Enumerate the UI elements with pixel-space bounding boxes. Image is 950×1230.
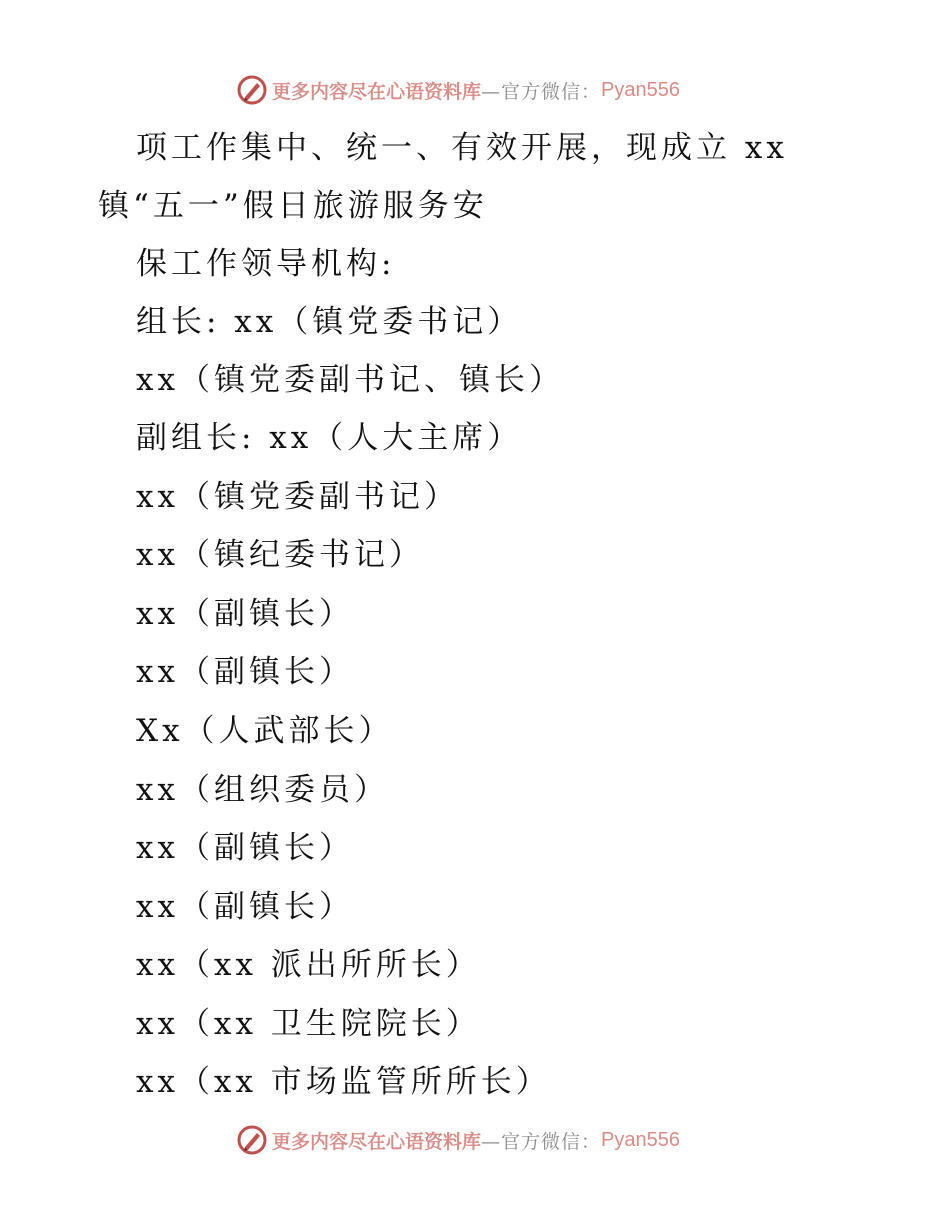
- body-line: 组长: xx（镇党委书记）: [136, 304, 523, 340]
- body-line: xx（副镇长）: [136, 889, 354, 925]
- body-line: xx（副镇长）: [136, 654, 354, 690]
- body-line: xx（xx 卫生院院长）: [136, 1006, 481, 1042]
- body-line: xx（副镇长）: [136, 830, 354, 866]
- body-line: xx（xx 派出所所长）: [136, 947, 481, 983]
- body-line: xx（xx 市场监管所所长）: [136, 1064, 551, 1100]
- body-line: xx（副镇长）: [136, 596, 354, 632]
- watermark-brand: 更多内容尽在心语资料库: [272, 1130, 482, 1153]
- body-line: 副组长: xx（人大主席）: [136, 420, 523, 456]
- pen-seal-icon: [236, 74, 268, 106]
- body-line: xx（镇党委副书记、镇长）: [136, 362, 564, 398]
- watermark-wechat-label: —官方微信：: [481, 1130, 602, 1153]
- body-line: xx（组织委员）: [136, 772, 389, 808]
- watermark-account: Pyan556: [601, 78, 680, 101]
- body-line: Xx（人武部长）: [136, 713, 394, 749]
- body-line: xx（镇纪委书记）: [136, 537, 424, 573]
- watermark-wechat-label: —官方微信：: [481, 80, 602, 103]
- watermark-account: Pyan556: [601, 1128, 680, 1151]
- header-watermark: [236, 72, 756, 108]
- body-line: 保工作领导机构:: [136, 246, 396, 282]
- body-line: xx（镇党委副书记）: [136, 479, 459, 515]
- watermark-brand: 更多内容尽在心语资料库: [272, 80, 482, 103]
- footer-watermark: [236, 1122, 756, 1158]
- body-line: 镇“五一”假日旅游服务安: [98, 188, 488, 224]
- body-line: 项工作集中、统一、有效开展，现成立 xx: [136, 130, 788, 166]
- pen-seal-icon: [236, 1124, 268, 1156]
